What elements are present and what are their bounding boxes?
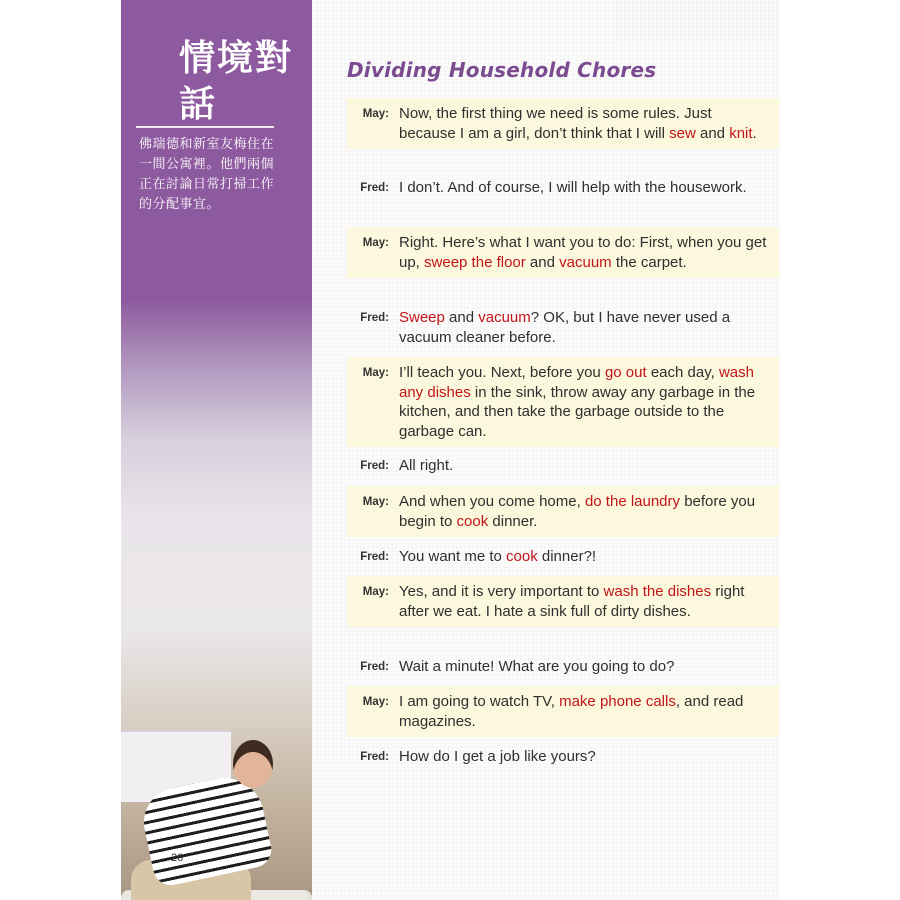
text-segment: How do I get a job like yours?: [399, 748, 596, 765]
speaker-label: Fred:: [360, 312, 389, 324]
text-segment: and: [444, 309, 479, 326]
highlighted-phrase: vacuum: [559, 253, 612, 271]
text-segment: Now, the first thing we need is some rules. Just because I am a girl, don’t think that I will: [399, 105, 712, 142]
page-number: 26: [171, 852, 184, 864]
speaker-label: May:: [362, 237, 389, 249]
highlighted-phrase: wash the dishes: [603, 583, 712, 600]
speaker-label: May:: [362, 367, 389, 379]
dialogue-text: [399, 547, 769, 567]
dialogue-text: [399, 692, 769, 731]
highlighted-phrase: go out: [604, 364, 647, 381]
dialogue-line: [347, 98, 779, 149]
text-segment: right after we eat. I hate a sink full of dirty dishes.: [399, 583, 745, 620]
dialogue-text: [399, 456, 769, 476]
dialogue-line: [347, 227, 779, 278]
dialogue-line: [347, 541, 779, 573]
highlighted-phrase: sweep the floor: [424, 253, 526, 271]
dialogue-line: [347, 741, 779, 773]
highlighted-phrase: cook: [506, 548, 538, 565]
speaker-label: Fred:: [360, 460, 389, 472]
text-segment: And when you come home,: [399, 493, 585, 510]
sidebar-title: 情境對話: [179, 38, 294, 125]
dialogue-text: [399, 104, 769, 143]
text-segment: before you begin to: [399, 493, 756, 530]
speaker-label: Fred:: [360, 551, 389, 563]
dialogue-text: [399, 657, 769, 677]
speaker-label: May:: [362, 496, 389, 508]
dialogue-line: [347, 172, 779, 204]
text-segment: in the sink, throw away any garbage in the kitchen, and then take the garbage outside to the garbage can.: [399, 383, 756, 440]
dialogue-text: [399, 747, 769, 767]
dialogue-line: [347, 651, 779, 683]
text-segment: dinner.: [488, 512, 538, 530]
text-segment: All right.: [399, 457, 454, 474]
text-segment: Yes, and it is very important to: [399, 583, 604, 600]
text-segment: .: [752, 124, 757, 142]
highlighted-phrase: sew: [669, 124, 696, 142]
highlighted-phrase: cook: [456, 512, 489, 530]
decorative-grid: [617, 0, 780, 42]
conversation-panel: [312, 0, 780, 900]
dialogue-text: [399, 308, 769, 347]
text-segment: the carpet.: [611, 253, 687, 271]
text-segment: , and read magazines.: [399, 693, 744, 730]
sidebar: [121, 0, 312, 900]
text-segment: Wait a minute! What are you going to do?: [399, 658, 675, 675]
dialogue-line: [347, 486, 779, 537]
text-segment: I am going to watch TV,: [399, 693, 560, 710]
text-segment: dinner?!: [537, 548, 597, 565]
speaker-label: Fred:: [360, 661, 389, 673]
highlighted-phrase: do the laundry: [584, 493, 681, 510]
photo-man-head: [233, 740, 273, 788]
sidebar-description: 佛瑞德和新室友梅住在一間公寓裡。他們兩個正在討論日常打掃工作的分配事宜。: [139, 137, 275, 212]
dialogue-line: [347, 357, 779, 447]
dialogue-text: [399, 492, 769, 531]
textbook-page: [121, 0, 780, 900]
highlighted-phrase: wash any dishes: [399, 364, 754, 401]
highlighted-phrase: knit: [729, 124, 753, 142]
dialogue-text: [399, 178, 769, 198]
text-segment: Right. Here’s what I want you to do: First, when you get up,: [399, 234, 767, 271]
text-segment: and: [525, 253, 560, 271]
text-segment: I’ll teach you. Next, before you: [399, 364, 605, 381]
dialogue-text: [399, 582, 769, 621]
dialogue-text: [399, 233, 769, 272]
text-segment: I don’t. And of course, I will help with the housework.: [399, 179, 747, 196]
dialogue-line: [347, 450, 779, 482]
dialogue-line: [347, 576, 779, 627]
photo-man-vacuuming: [121, 300, 312, 900]
speaker-label: May:: [362, 108, 389, 120]
highlighted-phrase: Sweep: [399, 309, 445, 326]
text-segment: and: [695, 124, 730, 142]
text-segment: ? OK, but I have never used a vacuum cleaner before.: [399, 309, 731, 346]
highlighted-phrase: make phone calls: [559, 693, 676, 710]
dialogue-text: [399, 363, 769, 441]
text-segment: You want me to: [399, 548, 507, 565]
speaker-label: Fred:: [360, 751, 389, 763]
sidebar-divider: [136, 126, 274, 128]
conversation-title: Dividing Household Chores: [347, 58, 657, 82]
highlighted-phrase: vacuum: [478, 309, 531, 326]
text-segment: each day,: [646, 364, 719, 381]
speaker-label: May:: [362, 586, 389, 598]
speaker-label: May:: [362, 696, 389, 708]
dialogue-line: [347, 302, 779, 353]
speaker-label: Fred:: [360, 182, 389, 194]
dialogue-line: [347, 686, 779, 737]
